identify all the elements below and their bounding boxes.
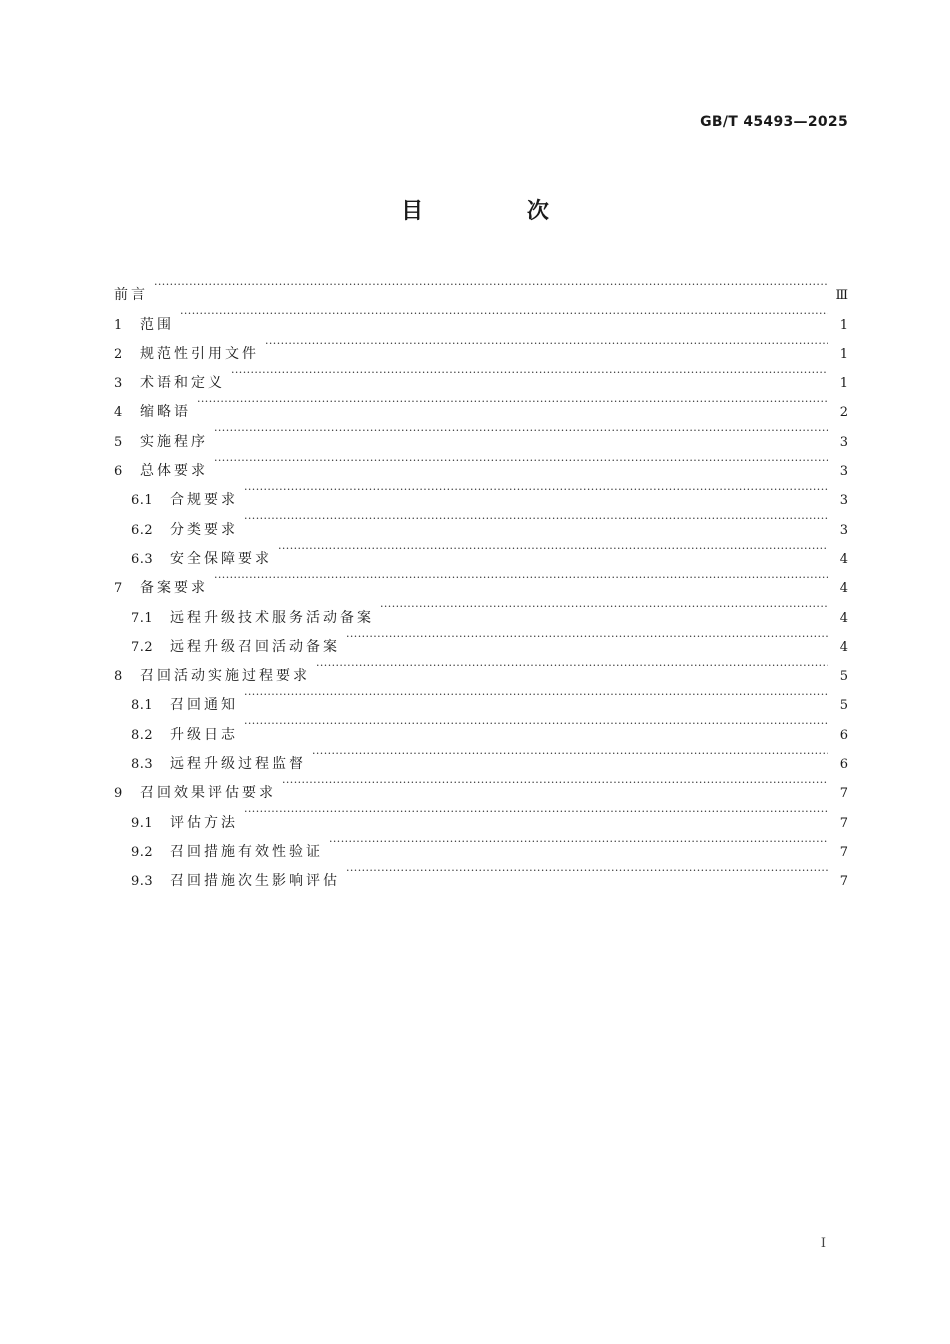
toc-leader-dots xyxy=(180,299,828,328)
toc-entry-label: 范围 xyxy=(140,316,174,333)
table-of-contents xyxy=(114,270,848,890)
toc-leader-dots xyxy=(231,358,828,387)
toc-entry-label: 召回措施次生影响评估 xyxy=(170,873,340,890)
toc-entry-page: 4 xyxy=(839,639,848,655)
toc-entry-1[interactable] xyxy=(114,299,848,333)
toc-entry-page: 1 xyxy=(839,317,848,333)
toc-entry-4[interactable] xyxy=(114,387,848,421)
toc-entry-page: 7 xyxy=(839,874,848,890)
toc-entry-page: 6 xyxy=(839,727,848,743)
toc-entry-number: 6.1 xyxy=(131,493,154,509)
toc-entry-page: 5 xyxy=(839,669,848,685)
toc-entry-number: 9.1 xyxy=(131,815,154,831)
toc-entry-label: 召回活动实施过程要求 xyxy=(140,668,310,685)
toc-entry-label: 缩略语 xyxy=(140,404,191,421)
toc-leader-dots xyxy=(214,416,828,445)
toc-entry-label: 总体要求 xyxy=(140,463,208,480)
toc-leader-dots xyxy=(154,270,828,299)
toc-entry-label: 术语和定义 xyxy=(140,375,225,392)
toc-leader-dots xyxy=(346,622,828,651)
toc-leader-dots xyxy=(329,827,828,856)
toc-entry-number: 9 xyxy=(114,786,123,802)
toc-entry-label: 规范性引用文件 xyxy=(140,345,259,362)
standard-number: GB/T 45493—2025 xyxy=(700,114,848,130)
toc-entry-label: 前言 xyxy=(114,287,148,304)
toc-entry-label: 远程升级技术服务活动备案 xyxy=(170,609,374,626)
toc-entry-number: 7 xyxy=(114,581,123,597)
toc-entry-label: 召回效果评估要求 xyxy=(140,785,276,802)
toc-entry-number: 2 xyxy=(114,346,123,362)
toc-entry-label: 远程升级召回活动备案 xyxy=(170,638,340,655)
toc-entry-6-1[interactable] xyxy=(114,475,848,509)
toc-entry-2[interactable] xyxy=(114,329,848,362)
toc-entry-label: 升级日志 xyxy=(170,726,238,743)
toc-entry-page: Ⅲ xyxy=(835,288,848,304)
toc-entry-page: 4 xyxy=(839,551,848,567)
toc-entry-label: 评估方法 xyxy=(170,814,238,831)
toc-entry-page: 3 xyxy=(839,493,848,509)
toc-entry-page: 6 xyxy=(839,757,848,773)
toc-entry-number: 7.2 xyxy=(131,639,154,655)
toc-entry-page: 4 xyxy=(839,581,848,597)
toc-entry-number: 5 xyxy=(114,434,123,450)
toc-entry-page: 3 xyxy=(839,464,848,480)
toc-entry-number: 8.1 xyxy=(131,698,154,714)
toc-entry-6[interactable] xyxy=(114,446,848,480)
toc-leader-dots xyxy=(346,856,828,885)
toc-entry-label: 召回措施有效性验证 xyxy=(170,843,323,860)
toc-entry-number: 9.2 xyxy=(131,844,154,860)
toc-leader-dots xyxy=(316,651,828,680)
toc-entry-number: 3 xyxy=(114,376,123,392)
toc-entry-number: 1 xyxy=(114,317,123,333)
toc-entry-number: 6.2 xyxy=(131,522,154,538)
toc-entry-page: 1 xyxy=(839,376,848,392)
toc-entry-number: 7.1 xyxy=(131,610,154,626)
toc-entry-number: 6 xyxy=(114,464,123,480)
toc-entry-number: 8.2 xyxy=(131,727,154,743)
toc-entry-page: 4 xyxy=(839,610,848,626)
toc-entry-5[interactable] xyxy=(114,416,848,450)
toc-entry-page: 5 xyxy=(839,698,848,714)
toc-leader-dots xyxy=(278,534,828,563)
toc-leader-dots xyxy=(244,709,828,738)
page-number: I xyxy=(820,1236,826,1251)
toc-leader-dots xyxy=(380,592,828,621)
toc-leader-dots xyxy=(244,797,828,826)
toc-entry-page: 3 xyxy=(839,522,848,538)
toc-leader-dots xyxy=(214,446,828,475)
toc-entry-page: 3 xyxy=(839,434,848,450)
toc-leader-dots xyxy=(244,680,828,709)
toc-entry-foreword[interactable] xyxy=(114,270,848,304)
toc-entry-number: 8.3 xyxy=(131,757,154,773)
toc-entry-number: 6.3 xyxy=(131,551,154,567)
toc-leader-dots xyxy=(282,768,828,797)
toc-entry-number: 8 xyxy=(114,669,123,685)
toc-entry-7[interactable] xyxy=(114,563,848,597)
toc-entry-page: 2 xyxy=(839,405,848,421)
toc-leader-dots xyxy=(244,475,828,504)
toc-leader-dots xyxy=(312,739,828,768)
toc-entry-number: 4 xyxy=(114,405,123,421)
toc-entry-label: 分类要求 xyxy=(170,521,238,538)
toc-entry-number: 9.3 xyxy=(131,874,154,890)
toc-entry-label: 备案要求 xyxy=(140,580,208,597)
toc-entry-page: 7 xyxy=(839,786,848,802)
toc-entry-page: 7 xyxy=(839,844,848,860)
toc-entry-label: 召回通知 xyxy=(170,697,238,714)
toc-leader-dots xyxy=(265,329,828,358)
page-title: 目 次 xyxy=(401,199,597,224)
toc-leader-dots xyxy=(197,387,828,416)
toc-entry-page: 1 xyxy=(839,346,848,362)
toc-entry-page: 7 xyxy=(839,815,848,831)
toc-entry-label: 远程升级过程监督 xyxy=(170,756,306,773)
toc-leader-dots xyxy=(214,563,828,592)
toc-entry-7-1[interactable] xyxy=(114,592,848,626)
toc-leader-dots xyxy=(244,504,828,533)
toc-entry-label: 实施程序 xyxy=(140,433,208,450)
toc-entry-label: 合规要求 xyxy=(170,492,238,509)
toc-entry-label: 安全保障要求 xyxy=(170,550,272,567)
